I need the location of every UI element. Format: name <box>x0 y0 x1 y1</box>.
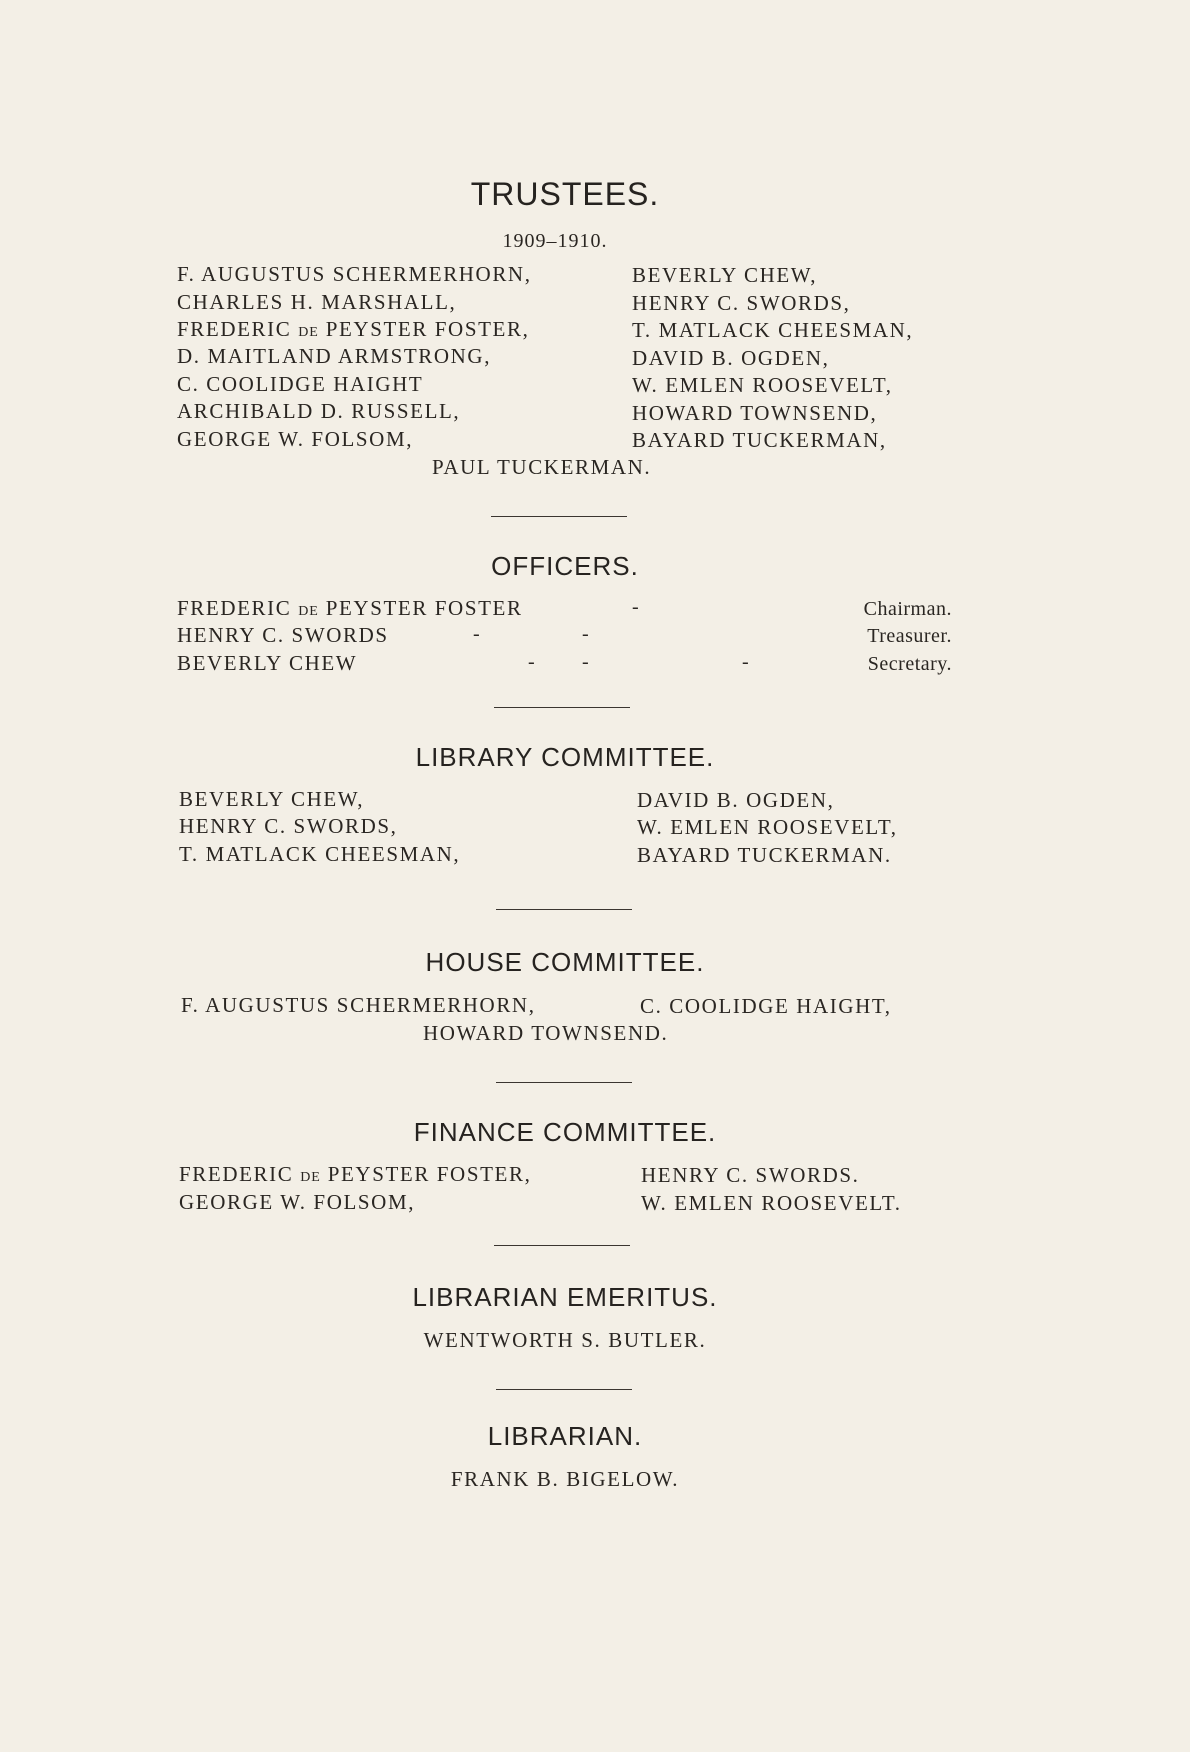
finance-right-2: W. EMLEN ROOSEVELT. <box>641 1191 902 1215</box>
officer-role-chairman: Chairman. <box>863 598 952 620</box>
trustee-right-6: HOWARD TOWNSEND, <box>632 401 878 425</box>
leader-dash: - <box>473 623 480 645</box>
finance-first-name: FREDERIC <box>179 1162 294 1186</box>
officer-role-treasurer: Treasurer. <box>867 625 952 647</box>
trustee-right-5: W. EMLEN ROOSEVELT, <box>632 373 893 397</box>
trustee-right-7: BAYARD TUCKERMAN, <box>632 428 887 452</box>
house-left: F. AUGUSTUS SCHERMERHORN, <box>181 993 536 1017</box>
officer-first-name: FREDERIC <box>177 596 292 620</box>
library-left-3: T. MATLACK CHEESMAN, <box>179 842 461 866</box>
finance-particle: DE <box>300 1170 321 1185</box>
house-committee-heading: HOUSE COMMITTEE. <box>425 947 705 977</box>
officer-name-treasurer: HENRY C. SWORDS <box>177 623 389 647</box>
librarian-emeritus-name: WENTWORTH S. BUTLER. <box>423 1328 707 1352</box>
finance-left-1 <box>179 1162 531 1187</box>
finance-left-2: GEORGE W. FOLSOM, <box>179 1190 416 1214</box>
trustee-right-4: DAVID B. OGDEN, <box>632 346 830 370</box>
trustee-left-2: CHARLES H. MARSHALL, <box>177 290 457 314</box>
trustee-left-5: C. COOLIDGE HAIGHT <box>177 372 424 396</box>
officer-particle: DE <box>298 604 319 619</box>
trustees-years: 1909–1910. <box>502 230 608 252</box>
trustee-left-7: GEORGE W. FOLSOM, <box>177 427 414 451</box>
library-right-2: W. EMLEN ROOSEVELT, <box>637 815 898 839</box>
section-divider <box>496 1082 632 1083</box>
trustee-left-3-first: FREDERIC <box>177 317 292 341</box>
trustee-left-3 <box>177 317 529 342</box>
finance-last-name: PEYSTER FOSTER, <box>327 1162 532 1186</box>
house-right: C. COOLIDGE HAIGHT, <box>640 994 892 1018</box>
trustee-left-4: D. MAITLAND ARMSTRONG, <box>177 344 492 368</box>
trustee-left-6: ARCHIBALD D. RUSSELL, <box>177 399 461 423</box>
trustee-right-1: BEVERLY CHEW, <box>632 263 818 287</box>
library-left-2: HENRY C. SWORDS, <box>179 814 398 838</box>
trustee-right-2: HENRY C. SWORDS, <box>632 291 851 315</box>
officer-role-secretary: Secretary. <box>867 653 952 675</box>
section-divider <box>494 1245 630 1246</box>
officer-last-name: PEYSTER FOSTER <box>325 596 523 620</box>
trustees-heading: TRUSTEES. <box>470 176 660 212</box>
library-right-3: BAYARD TUCKERMAN. <box>637 843 892 867</box>
library-committee-heading: LIBRARY COMMITTEE. <box>415 742 715 772</box>
section-divider <box>494 707 630 708</box>
trustee-left-3-last: PEYSTER FOSTER, <box>325 317 530 341</box>
librarian-emeritus-heading: LIBRARIAN EMERITUS. <box>412 1282 718 1312</box>
section-divider <box>496 909 632 910</box>
library-right-1: DAVID B. OGDEN, <box>637 788 835 812</box>
trustee-left-1: F. AUGUSTUS SCHERMERHORN, <box>177 262 532 286</box>
leader-dash: - <box>632 596 639 618</box>
finance-right-1: HENRY C. SWORDS. <box>641 1163 860 1187</box>
leader-dash: - <box>742 651 749 673</box>
library-left-1: BEVERLY CHEW, <box>179 787 365 811</box>
trustee-right-3: T. MATLACK CHEESMAN, <box>632 318 914 342</box>
trustee-last: PAUL TUCKERMAN. <box>432 455 652 479</box>
trustee-left-3-particle: DE <box>298 325 319 340</box>
leader-dash: - <box>582 651 589 673</box>
officers-heading: OFFICERS. <box>491 551 639 581</box>
leader-dash: - <box>528 651 535 673</box>
librarian-heading: LIBRARIAN. <box>487 1421 643 1451</box>
librarian-name: FRANK B. BIGELOW. <box>450 1467 680 1491</box>
section-divider <box>496 1389 632 1390</box>
section-divider <box>491 516 627 517</box>
officer-name-secretary: BEVERLY CHEW <box>177 651 358 675</box>
house-last: HOWARD TOWNSEND. <box>423 1021 669 1045</box>
officer-name-chairman <box>177 596 523 621</box>
leader-dash: - <box>582 623 589 645</box>
finance-committee-heading: FINANCE COMMITTEE. <box>413 1117 717 1147</box>
